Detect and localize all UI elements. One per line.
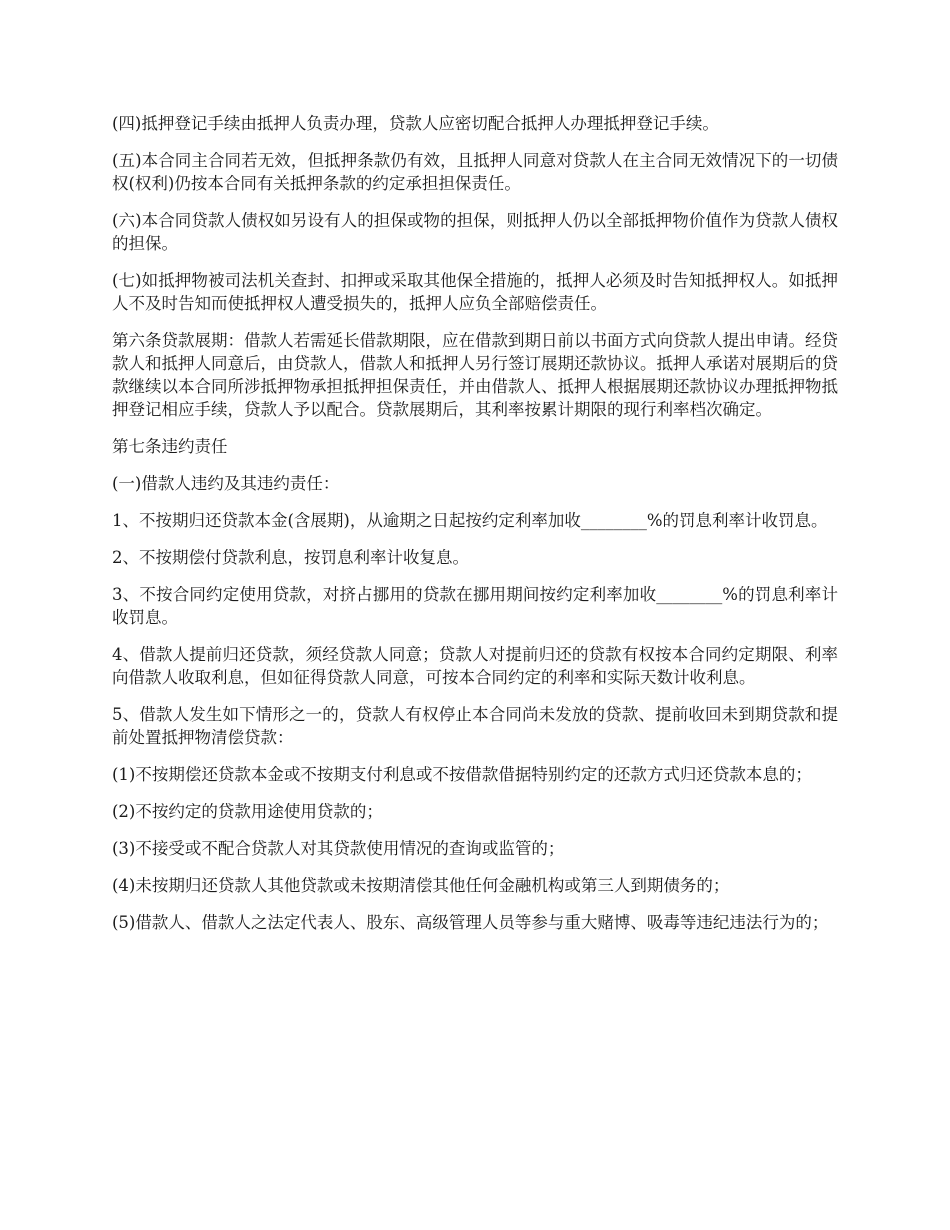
sub-list-item: (3)不接受或不配合贷款人对其贷款使用情况的查询或监管的； bbox=[112, 839, 565, 858]
list-item: 4、借款人提前归还贷款，须经贷款人同意；贷款人对提前归还的贷款有权按本合同约定期限、利率向借款人收取利息，但如征得贷款人同意，可按本合同约定的利率和实际天数计收利息。 bbox=[112, 645, 838, 687]
article-seven-heading: 第七条违约责任 bbox=[112, 437, 228, 456]
sub-list-item: (5)借款人、借款人之法定代表人、股东、高级管理人员等参与重大赌博、吸毒等违纪违法行为的； bbox=[112, 913, 829, 932]
list-item: 2、不按期偿付贷款利息，按罚息利率计收复息。 bbox=[112, 548, 469, 567]
sub-list-item: (2)不按约定的贷款用途使用贷款的； bbox=[112, 802, 383, 821]
sub-list-item: (1)不按期偿还贷款本金或不按期支付利息或不按借款借据特别约定的还款方式归还贷款本息的； bbox=[112, 765, 812, 784]
clause-paragraph: (五)本合同主合同若无效，但抵押条款仍有效，且抵押人同意对贷款人在主合同无效情况下的一切债权(权利)仍按本合同有关抵押条款的约定承担担保责任。 bbox=[112, 151, 838, 193]
clause-paragraph: (六)本合同贷款人债权如另设有人的担保或物的担保，则抵押人仍以全部抵押物价值作为贷款人债权的担保。 bbox=[112, 211, 838, 253]
article-six-paragraph: 第六条贷款展期：借款人若需延长借款期限，应在借款到期日前以书面方式向贷款人提出申请。经贷款人和抵押人同意后，由贷款人，借款人和抵押人另行签订展期还款协议。抵押人承诺对展期后的贷款继续以本合同所涉抵押物承担抵押担保责任，并由借款人、抵押人根据展期还款协议办理抵押物抵押登记相应手续，贷款人予以配合。贷款展期后，其利率按累计期限的现行利率档次确定。 bbox=[112, 331, 838, 419]
section-heading: (一)借款人违约及其违约责任： bbox=[112, 474, 340, 493]
document-body bbox=[112, 112, 838, 948]
clause-paragraph: (七)如抵押物被司法机关查封、扣押或采取其他保全措施的，抵押人必须及时告知抵押权人。如抵押人不及时告知而使抵押权人遭受损失的，抵押人应负全部赔偿责任。 bbox=[112, 271, 838, 313]
list-item: 1、不按期归还贷款本金(含展期)，从逾期之日起按约定利率加收________%的罚息利率计收罚息。 bbox=[112, 511, 828, 530]
list-item: 3、不按合同约定使用贷款，对挤占挪用的贷款在挪用期间按约定利率加收________%的罚息利率计收罚息。 bbox=[112, 585, 838, 627]
clause-paragraph: (四)抵押登记手续由抵押人负责办理，贷款人应密切配合抵押人办理抵押登记手续。 bbox=[112, 114, 719, 133]
list-item: 5、借款人发生如下情形之一的，贷款人有权停止本合同尚未发放的贷款、提前收回未到期贷款和提前处置抵押物清偿贷款： bbox=[112, 705, 838, 747]
sub-list-item: (4)未按期归还贷款人其他贷款或未按期清偿其他任何金融机构或第三人到期债务的； bbox=[112, 876, 730, 895]
